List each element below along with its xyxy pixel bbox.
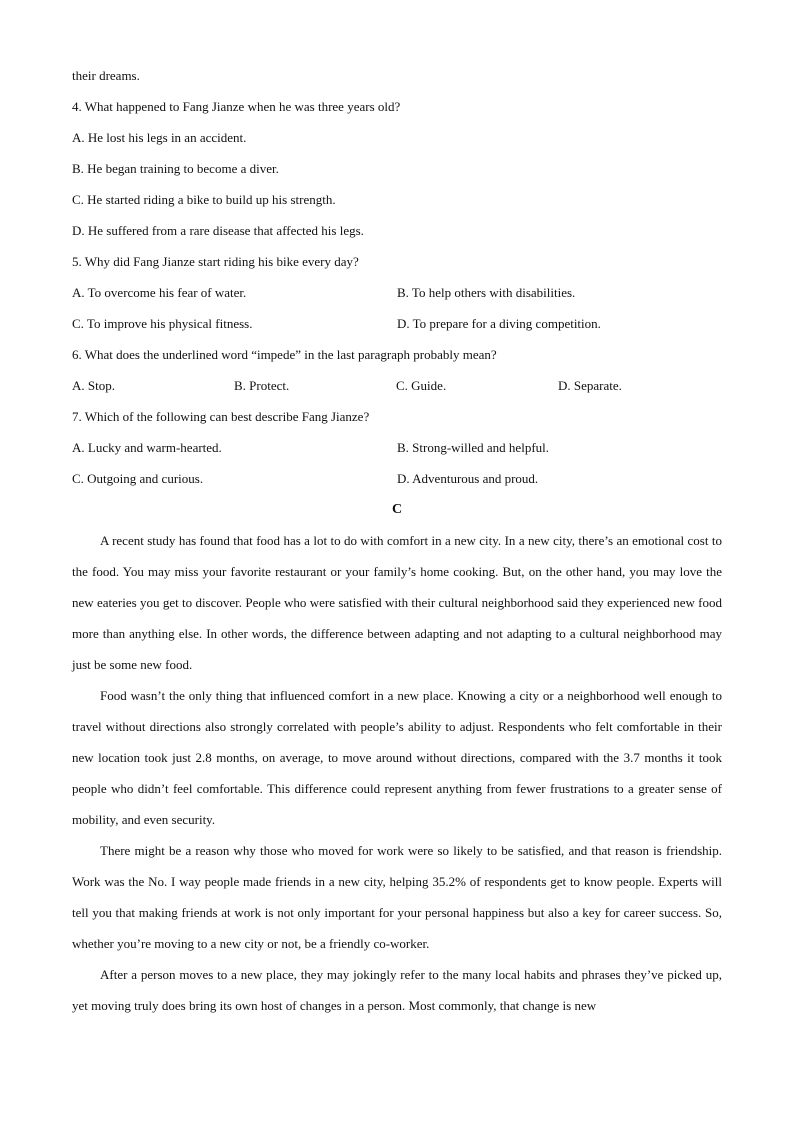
question-7-option-b: B. Strong-willed and helpful. xyxy=(397,440,550,455)
question-4-stem: 4. What happened to Fang Jianze when he was three years old? xyxy=(72,99,401,114)
question-6-option-a: A. Stop. xyxy=(72,378,115,393)
question-4-option-d: D. He suffered from a rare disease that affected his legs. xyxy=(72,223,364,238)
question-6-options-row xyxy=(72,370,722,401)
question-5-option-b: B. To help others with disabilities. xyxy=(397,285,576,300)
question-6-option-b: B. Protect. xyxy=(234,378,290,393)
question-5-option-c: C. To improve his physical fitness. xyxy=(72,316,253,331)
question-6-option-d: D. Separate. xyxy=(558,378,622,393)
question-5-option-a: A. To overcome his fear of water. xyxy=(72,285,247,300)
question-7-options-row-2 xyxy=(72,463,722,494)
question-4-option-c: C. He started riding a bike to build up his strength. xyxy=(72,192,336,207)
question-4-option-a: A. He lost his legs in an accident. xyxy=(72,130,247,145)
question-7-stem: 7. Which of the following can best describe Fang Jianze? xyxy=(72,409,370,424)
question-5-option-d: D. To prepare for a diving competition. xyxy=(397,316,601,331)
question-7-options-row-1 xyxy=(72,432,722,463)
section-heading: C xyxy=(391,502,403,517)
passage-paragraph-2: Food wasn’t the only thing that influenced comfort in a new place. Knowing a city or a neighborhood well enough to travel without directions also strongly correlated with people’s ability to adjust. Respondents who felt comfortable in their new location took just 2.8 months, on average, to move around without directions, compared with the 3.7 months it took people who didn’t feel comfortable. This difference could represent anything from fewer frustrations to a greater sense of mobility, and even security. xyxy=(72,688,722,827)
question-7-option-c: C. Outgoing and curious. xyxy=(72,471,204,486)
question-4-option-b: B. He began training to become a diver. xyxy=(72,161,279,176)
passage-paragraph-1: A recent study has found that food has a lot to do with comfort in a new city. In a new city, there’s an emotional cost to the food. You may miss your favorite restaurant or your family’s home cooking. But, on the other hand, you may love the new eateries you get to discover. People who were satisfied with their cultural neighborhood said they experienced new food more than anything else. In other words, the difference between adapting and not adapting to a cultural neighborhood may just be some new food. xyxy=(72,533,722,672)
question-7-option-a: A. Lucky and warm-hearted. xyxy=(72,440,222,455)
question-5-options-row-1 xyxy=(72,277,722,308)
question-5-stem: 5. Why did Fang Jianze start riding his bike every day? xyxy=(72,254,359,269)
question-6-stem: 6. What does the underlined word “impede” in the last paragraph probably mean? xyxy=(72,347,497,362)
passage-paragraph-4: After a person moves to a new place, they may jokingly refer to the many local habits and phrases they’ve picked up, yet moving truly does bring its own host of changes in a person. Most commonly, that change is new xyxy=(72,967,722,1013)
intro-tail-text: their dreams. xyxy=(72,68,140,83)
question-6-option-c: C. Guide. xyxy=(396,378,447,393)
passage-paragraph-3: There might be a reason why those who moved for work were so likely to be satisfied, and that reason is friendship. Work was the No. I way people made friends in a new city, helping 35.2% of respondents get to know people. Experts will tell you that making friends at work is not only important for your personal happiness but also a key for career success. So, whether you’re moving to a new city or not, be a friendly co-worker. xyxy=(72,843,722,951)
page-content xyxy=(72,60,722,1021)
question-7-option-d: D. Adventurous and proud. xyxy=(397,471,539,486)
question-5-options-row-2 xyxy=(72,308,722,339)
